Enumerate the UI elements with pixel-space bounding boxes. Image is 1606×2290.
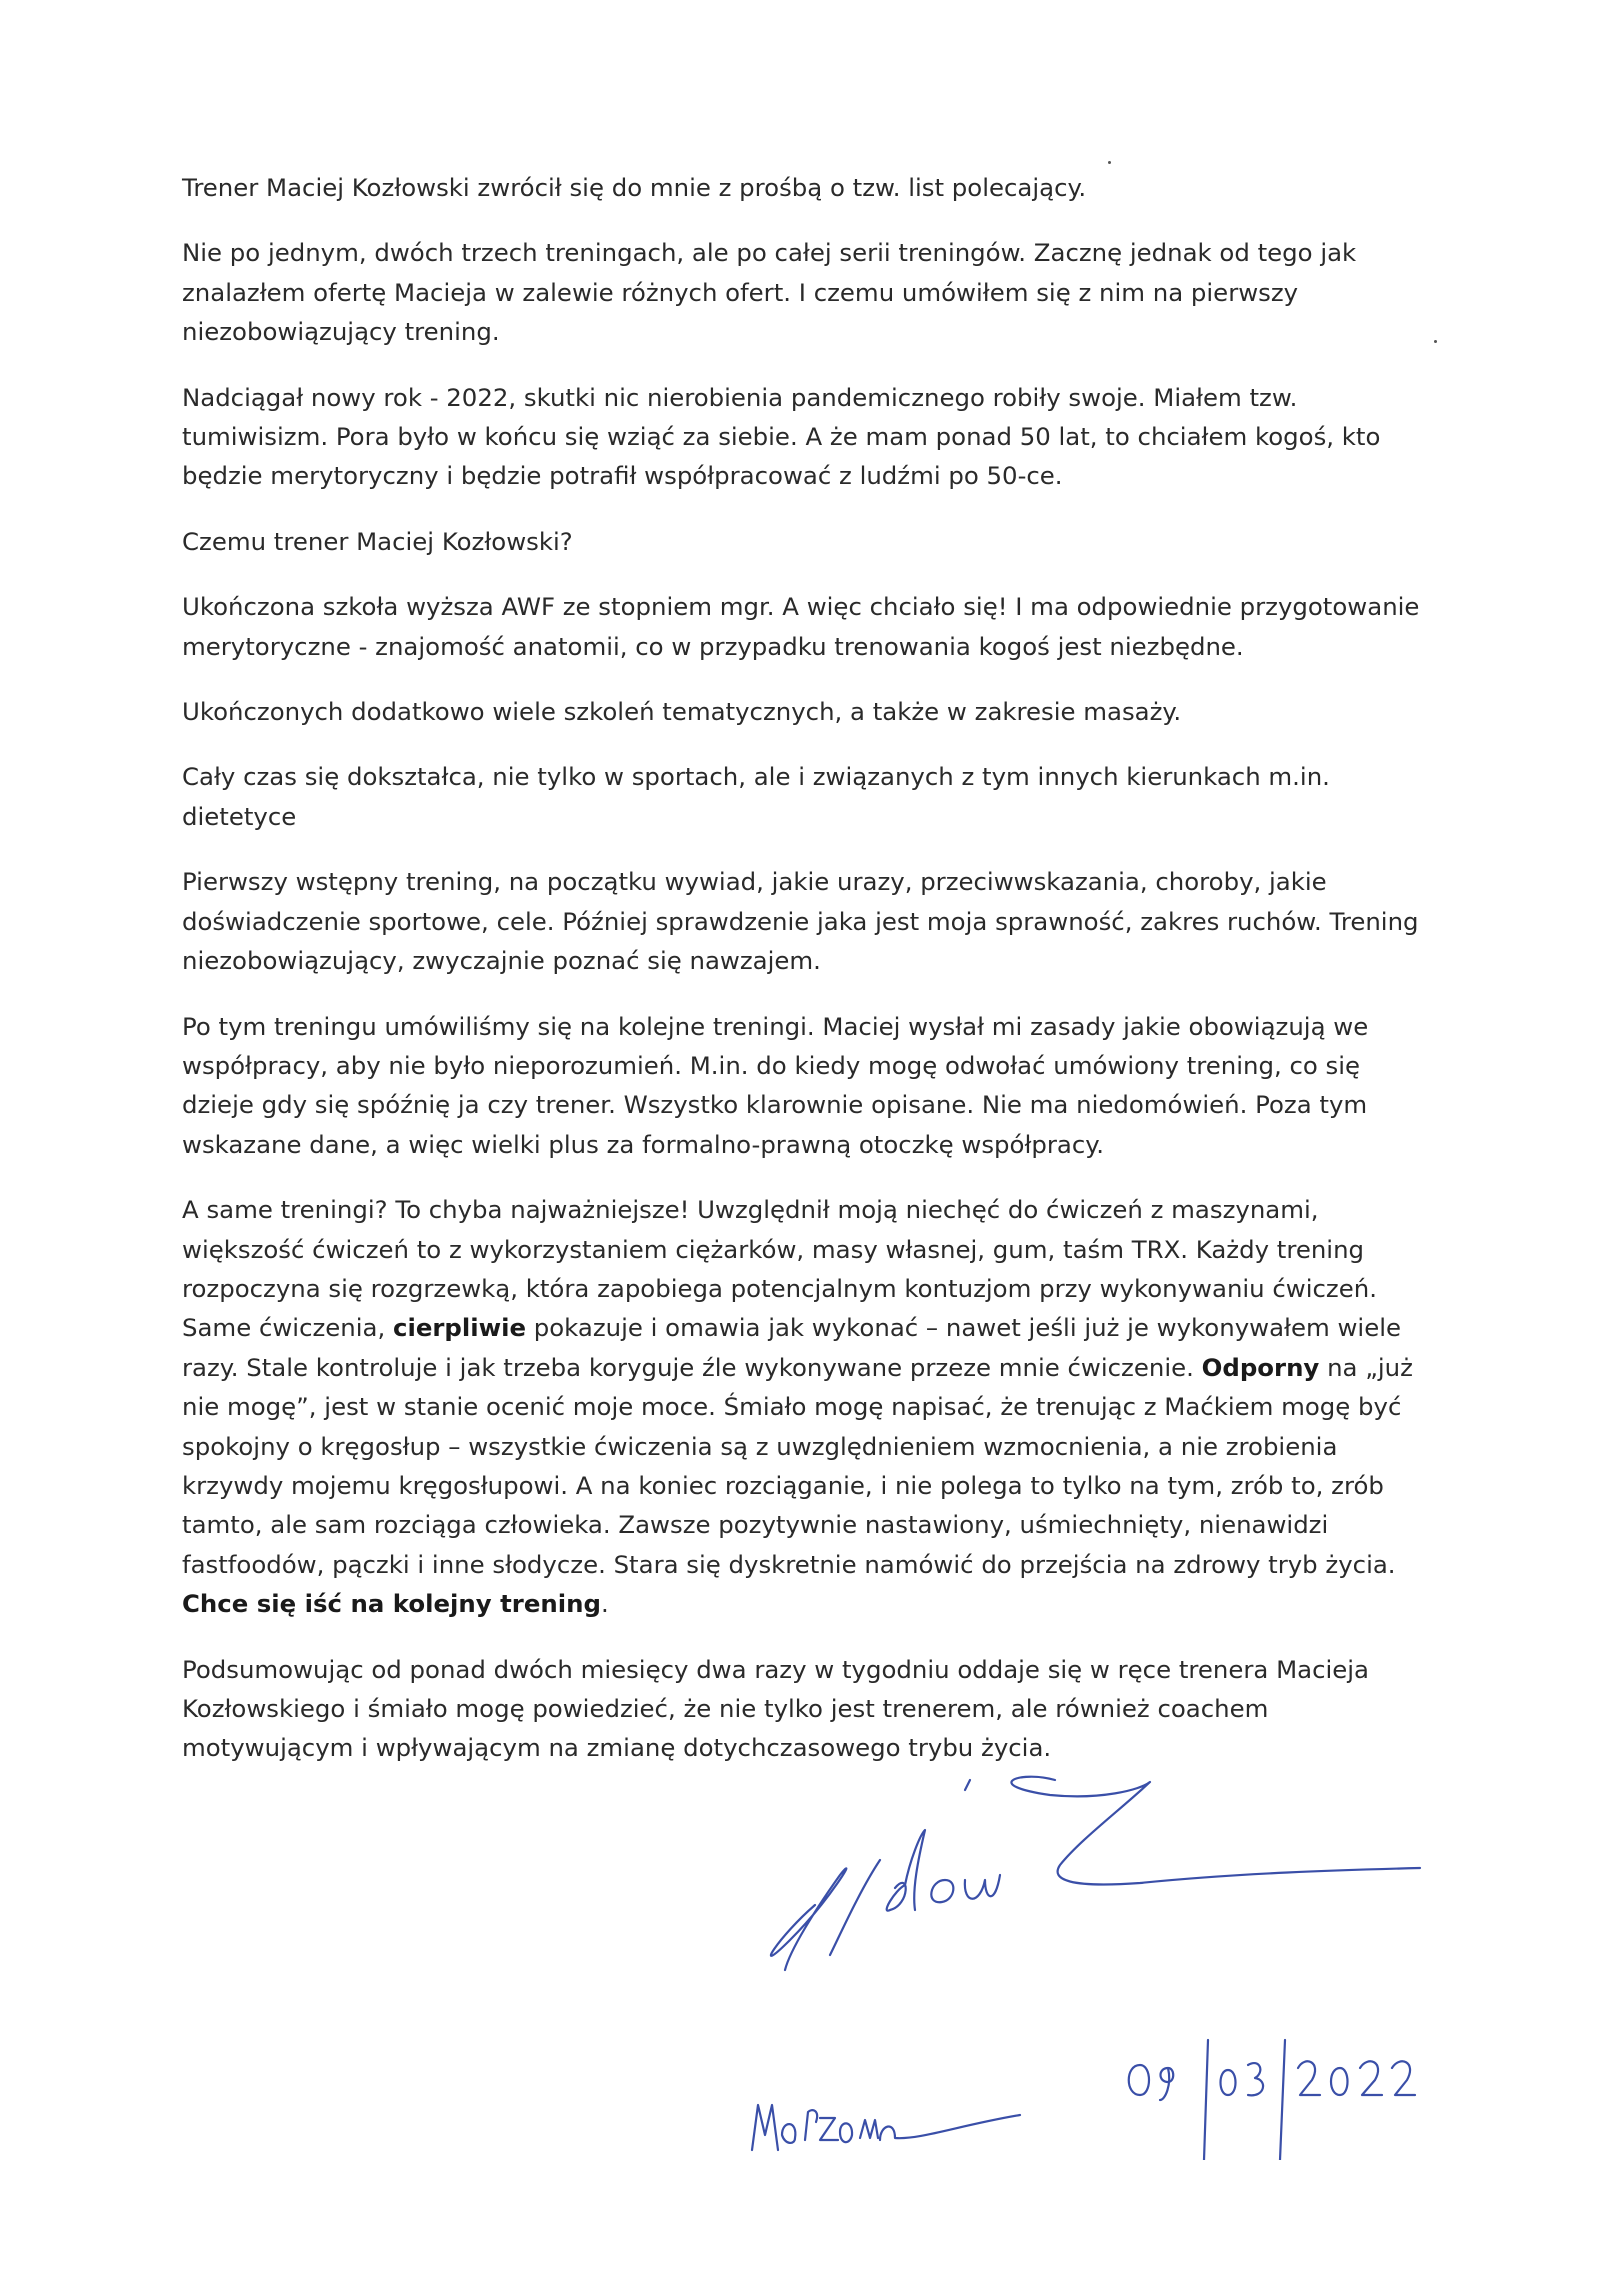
signature-area: [720, 1740, 1480, 2160]
letter-paragraph: Ukończonych dodatkowo wiele szkoleń tematycznych, a także w zakresie masaży.: [182, 697, 1182, 727]
bold-text: Chce się iść na kolejny trening: [182, 1589, 601, 1619]
letter-paragraph: Ukończona szkoła wyższa AWF ze stopniem mgr. A więc chciało się! I ma odpowiednie przygotowanie merytoryczne - znajomość anatomii, co w przypadku trenowania kogoś jest niezbędne.: [182, 592, 1420, 661]
scan-speck: [1434, 340, 1437, 343]
text-run: na „już nie mogę”, jest w stanie ocenić moje moce. Śmiało mogę napisać, że trenując z Maćkiem mogę być spokojny o kręgosłup – wszystkie ćwiczenia są z uwzględnieniem wzmocnienia, a nie zrobienia krzywdy mojemu kręgosłupowi. A na koniec rozciąganie, i nie polega to tylko na tym, zrób to, zrób tamto, ale sam rozciąga człowieka. Zawsze pozytywnie nastawiony, uśmiechnięty, nienawidzi fastfoodów, pączki i inne słodycze. Stara się dyskretnie namówić do przejścia na zdrowy tryb życia.: [182, 1352, 1413, 1579]
letter-paragraph: Trener Maciej Kozłowski zwrócił się do mnie z prośbą o tzw. list polecający.: [182, 173, 1087, 202]
letter-paragraph: Cały czas się dokształca, nie tylko w sportach, ale i związanych z tym innych kierunkach m.in. dietetyce: [182, 762, 1330, 831]
bold-text: cierpliwie: [393, 1313, 527, 1343]
scan-speck: [1108, 161, 1111, 164]
letter-paragraph: Czemu trener Maciej Kozłowski?: [182, 526, 573, 556]
letter-paragraph: [182, 1190, 1432, 1623]
letter-paragraph: Po tym treningu umówiliśmy się na kolejne treningi. Maciej wysłał mi zasady jakie obowiązują we współpracy, aby nie było nieporozumień. M.in. do kiedy mogę odwołać umówiony trening, co się dzieje gdy się spóźnię ja czy trener. Wszystko klarownie opisane. Nie ma niedomówień. Poza tym wskazane dane, a więc wielki plus za formalno-prawną otoczkę współpracy.: [182, 1011, 1369, 1159]
bold-text: Odporny: [1201, 1352, 1320, 1382]
letter-paragraph: Podsumowując od ponad dwóch miesięcy dwa razy w tygodniu oddaje się w ręce trenera Macieja Kozłowskiego i śmiało mogę powiedzieć, że nie tylko jest trenerem, ale również coachem motywującym i wpływającym na zmianę dotychczasowego trybu życia.: [182, 1654, 1369, 1763]
letter-paragraph: Pierwszy wstępny trening, na początku wywiad, jakie urazy, przeciwwskazania, choroby, jakie doświadczenie sportowe, cele. Później sprawdzenie jaka jest moja sprawność, zakres ruchów. Trening niezobowiązujący, zwyczajnie poznać się nawzajem.: [182, 867, 1419, 976]
text-run: .: [600, 1589, 609, 1619]
handwritten-signature: [720, 1740, 1480, 2160]
text-run: A same treningi? To chyba najważniejsze! Uwzględnił moją niechęć do ćwiczeń z maszynami, większość ćwiczeń to z wykorzystaniem ciężarków, masy własnej, gum, taśm TRX. Każdy trening rozpoczyna się rozgrzewką, która zapobiega potencjalnym kontuzjom przy wykonywaniu ćwiczeń. Same ćwiczenia,: [182, 1195, 1377, 1343]
text-run: pokazuje i omawia jak wykonać – nawet jeśli już je wykonywałem wiele razy. Stale kontroluje i jak trzeba koryguje źle wykonywane przeze mnie ćwiczenie.: [182, 1313, 1401, 1382]
letter-body: [182, 168, 1432, 1794]
letter-paragraph: Nie po jednym, dwóch trzech treningach, ale po całej serii treningów. Zacznę jednak od tego jak znalazłem ofertę Macieja w zalewie różnych ofert. I czemu umówiłem się z nim na pierwszy niezobowiązujący trening.: [182, 238, 1357, 347]
letter-paragraph: Nadciągał nowy rok - 2022, skutki nic nierobienia pandemicznego robiły swoje. Miałem tzw. tumiwisizm. Pora było w końcu się wziąć za siebie. A że mam ponad 50 lat, to chciałem kogoś, kto będzie merytoryczny i będzie potrafił współpracować z ludźmi po 50-ce.: [182, 382, 1381, 491]
